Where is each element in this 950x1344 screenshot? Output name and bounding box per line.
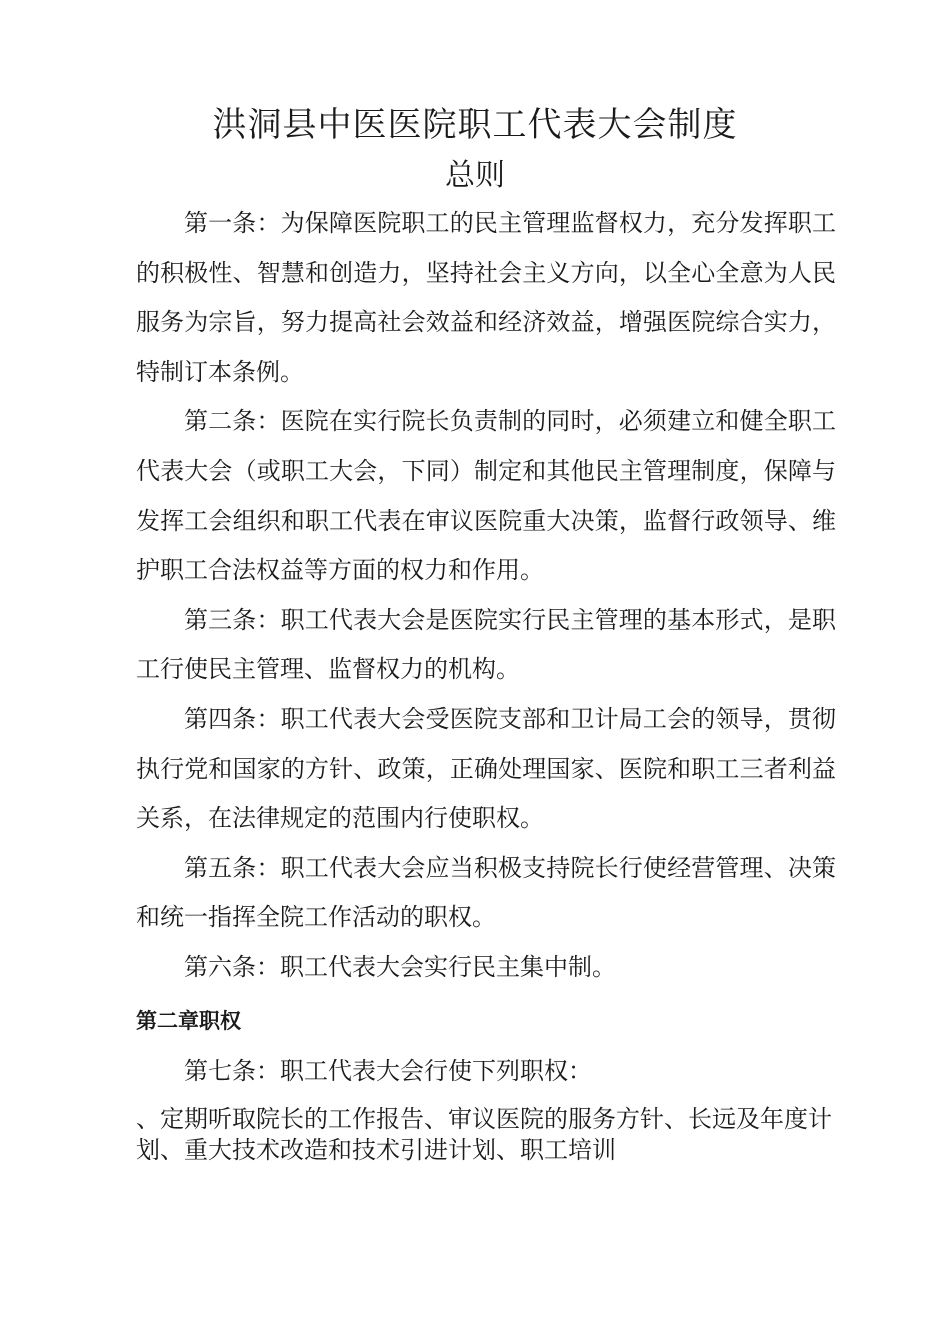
- article-2: 第二条：医院在实行院长负责制的同时，必须建立和健全职工代表大会（或职工大会，下同）制定和其他民主管理制度，保障与发挥工会组织和职工代表在审议医院重大决策，监督行政领导、维护职工合法权益等方面的权力和作用。: [136, 407, 836, 585]
- list-item: 、定期听取院长的工作报告、审议医院的服务方针、长远及年度计划、重大技术改造和技术引进计划、职工培训: [136, 1105, 832, 1165]
- document-title: 洪洞县中医医院职工代表大会制度: [212, 105, 738, 145]
- document-body: [136, 199, 836, 1166]
- article-1: 第一条：为保障医院职工的民主管理监督权力，充分发挥职工的积极性、智慧和创造力，坚持社会主义方向，以全心全意为人民服务为宗旨，努力提高社会效益和经济效益，增强医院综合实力，特制订本条例。: [136, 209, 836, 386]
- section-heading-general: 总则: [445, 158, 505, 193]
- article-3: 第三条：职工代表大会是医院实行民主管理的基本形式，是职工行使民主管理、监督权力的机构。: [136, 605, 836, 684]
- article-4: 第四条：职工代表大会受医院支部和卫计局工会的领导，贯彻执行党和国家的方针、政策，正确处理国家、医院和职工三者利益关系，在法律规定的范围内行使职权。: [136, 704, 836, 833]
- article-7: 第七条：职工代表大会行使下列职权：: [184, 1056, 592, 1085]
- article-6: 第六条：职工代表大会实行民主集中制。: [184, 952, 616, 981]
- article-5: 第五条：职工代表大会应当积极支持院长行使经营管理、决策和统一指挥全院工作活动的职权。: [136, 853, 836, 932]
- chapter-2-heading: 第二章职权: [136, 1008, 241, 1033]
